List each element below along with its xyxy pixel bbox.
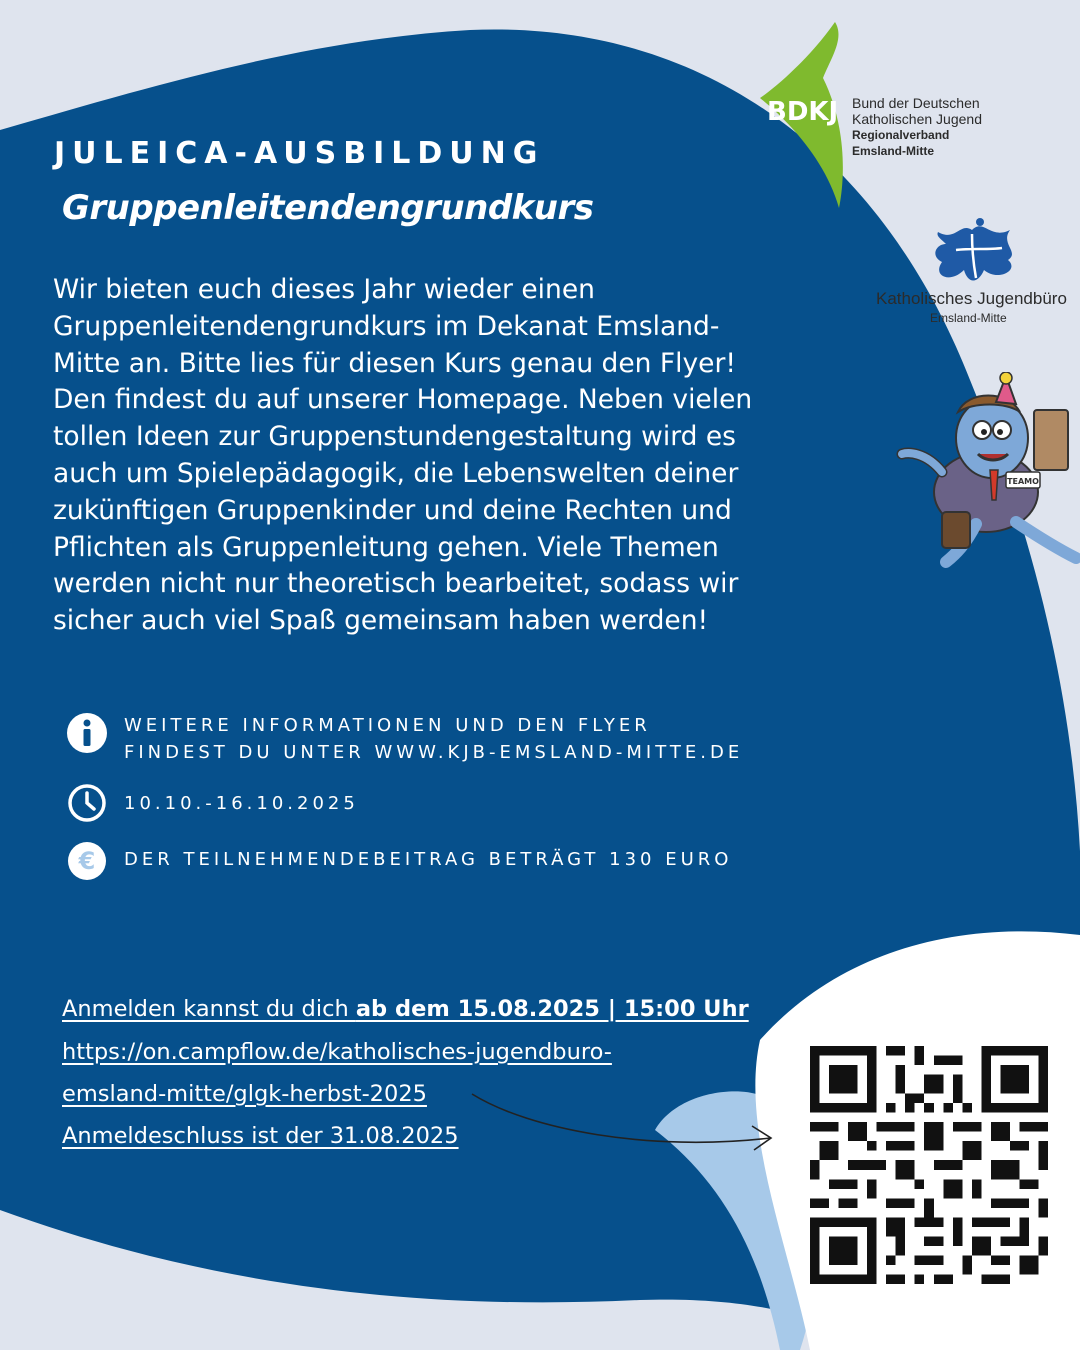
info-row-fee	[66, 840, 732, 882]
kicker: JULEICA-AUSBILDUNG	[54, 136, 545, 171]
euro-icon	[66, 840, 108, 882]
registration-start: Anmelden kannst du dich ab dem 15.08.2025 | 15:00 Uhr	[62, 996, 749, 1022]
fee-text: DER TEILNEHMENDEBEITRAG BETRÄGT 130 EURO	[124, 849, 733, 870]
date-text: 10.10.-16.10.2025	[124, 793, 359, 814]
qr-code-icon[interactable]	[810, 1046, 1048, 1284]
svg-text:€: €	[78, 847, 96, 875]
info-row-date	[66, 782, 359, 824]
bdkj-logo-text: Bund der Deutschen Katholischen Jugend Regionalverband Emsland-Mitte	[852, 95, 982, 158]
registration-url-line-1[interactable]: https://on.campflow.de/katholisches-jugendburo-	[62, 1039, 612, 1065]
arrow-icon	[470, 1090, 780, 1160]
kjb-logo-subtext: Emsland-Mitte	[930, 311, 1007, 325]
description-text: Wir bieten euch dieses Jahr wieder einen Gruppenleitendengrundkurs im Dekanat Emsland-Mitte an. Bitte lies für diesen Kurs genau den Flyer! Den findest du auf unserer Homepage. Neben vielen tollen Ideen zur Gruppenstundengestaltung wird es auch um Spielepädagogik, die Lebenswelten deiner zukünftigen Gruppenkinder und deine Rechten und Pflichten als Gruppenleitung gehen. Viele Themen werden nicht nur theoretisch bearbeitet, sodass wir sicher auch viel Spaß gemeinsam haben werden!	[53, 274, 753, 637]
registration-date: ab dem 15.08.2025 | 15:00 Uhr	[355, 996, 749, 1022]
clock-icon	[66, 782, 108, 824]
kjb-logo-text: Katholisches Jugendbüro	[876, 289, 1067, 308]
mascot-icon	[896, 372, 1080, 572]
info-line-1: WEITERE INFORMATIONEN UND DEN FLYER	[124, 715, 651, 736]
kjb-logo-icon	[928, 212, 1024, 288]
bdkj-logo-icon	[755, 18, 850, 210]
bdkj-mark: BDKJ	[767, 97, 839, 127]
info-row-website	[66, 712, 743, 766]
info-line-2: FINDEST DU UNTER WWW.KJB-EMSLAND-MITTE.DE	[124, 742, 744, 763]
page-title: Gruppenleitendengrundkurs	[62, 188, 594, 228]
registration-deadline: Anmeldeschluss ist der 31.08.2025	[62, 1123, 459, 1149]
info-icon	[66, 712, 108, 754]
mascot-badge: TEAMO	[1007, 477, 1039, 486]
registration-url-line-2[interactable]: emsland-mitte/glgk-herbst-2025	[62, 1081, 427, 1107]
